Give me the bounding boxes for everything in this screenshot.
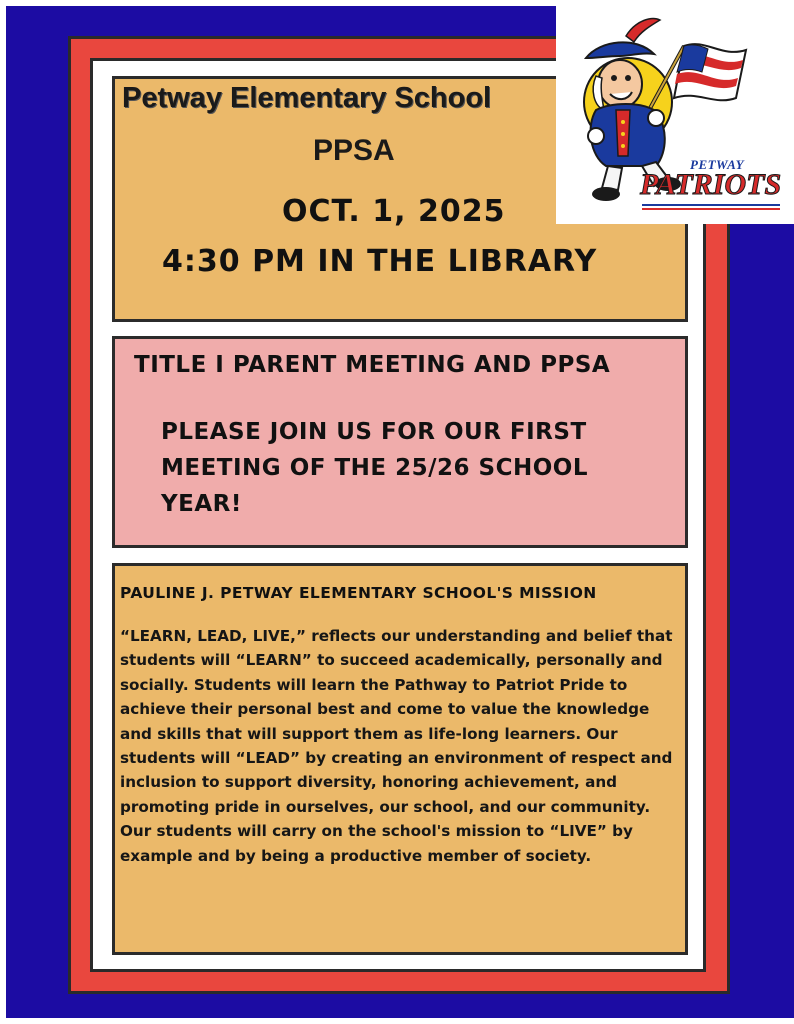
school-name: Petway Elementary School	[122, 82, 492, 114]
mission-statement: “LEARN, LEAD, LIVE,” reflects our understanding and belief that students will “LEARN” to succeed academically, personally and socially. Students will learn the Pathway to Patriot Pride to achieve their personal best and come to value the knowledge and skills that will support them as life-long learners. Our students will “LEAD” by creating an environment of respect and inclusion to support diversity, honoring achievement, and promoting pride in ourselves, our school, and our community. Our students will carry on the school's mission to “LIVE” by example and by being a productive member of society.	[120, 627, 673, 865]
event-date: OCT. 1, 2025	[282, 194, 506, 229]
logo-text-petway: PETWAY	[690, 157, 745, 172]
event-time-location: 4:30 PM IN THE LIBRARY	[162, 244, 598, 279]
organization-name: PPSA	[313, 134, 395, 167]
meeting-invitation-text: PLEASE JOIN US FOR OUR FIRST MEETING OF THE 25/26 SCHOOL YEAR!	[161, 419, 588, 517]
mission-heading: PAULINE J. PETWAY ELEMENTARY SCHOOL'S MISSION	[120, 584, 597, 602]
logo-text-patriots: PATRIOTS	[640, 168, 782, 201]
meeting-title: TITLE I PARENT MEETING AND PPSA	[134, 352, 611, 378]
